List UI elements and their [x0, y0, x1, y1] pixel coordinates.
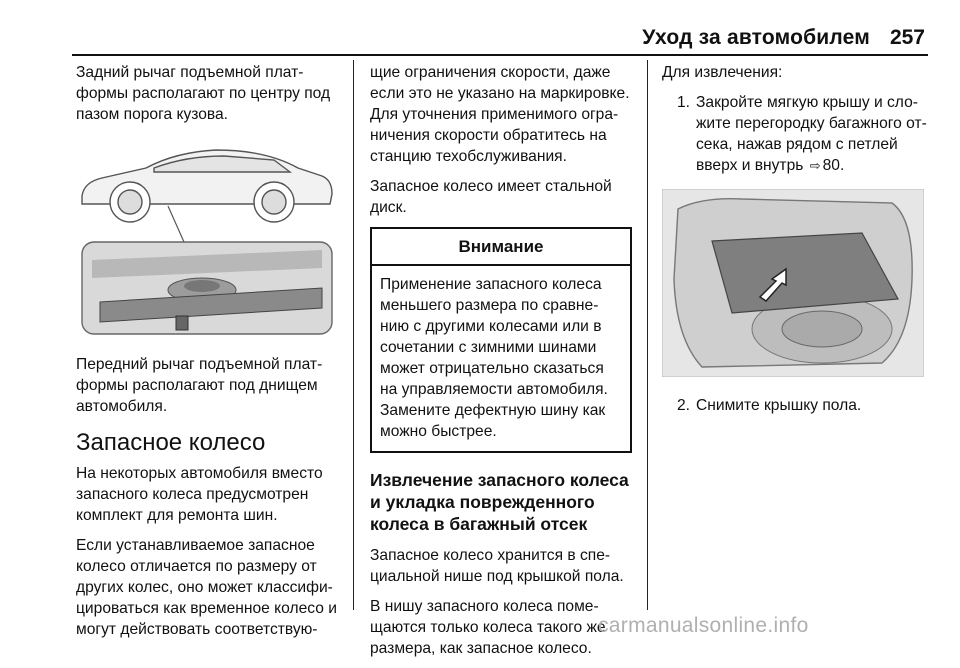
step-text: Закройте мягкую крышу и сложите перегородку багажного отсека, нажав рядом с петлей вверх и внутрь ⇨ 80.	[696, 94, 927, 174]
paragraph: щие ограничения скорости, даже если это не указано на маркировке. Для уточнения применимого ограничения скорости обратитесь на станцию техобслуживания.	[370, 64, 630, 165]
column-3	[662, 62, 930, 425]
page-number: 257	[889, 26, 925, 49]
instruction-steps	[662, 395, 930, 416]
warning-notice	[370, 227, 632, 453]
list-item	[662, 395, 930, 416]
car-silhouette-image	[82, 150, 332, 222]
instruction-steps	[662, 92, 930, 176]
column-divider	[647, 60, 648, 610]
notice-body: Применение запасного колеса меньшего размера по сравнению с другими колесами или в сочетании с зимними шинами может отрицательно сказаться на управляемости автомобиля. Замените дефектную шину как можно быстрее.	[380, 276, 608, 440]
running-header-title: Уход за автомобилем	[642, 26, 870, 49]
step-text: Снимите крышку пола.	[696, 397, 862, 414]
paragraph: Запасное колесо имеет стальной диск.	[370, 178, 612, 216]
watermark: carmanualsonline.info	[598, 614, 809, 637]
notice-title: Внимание	[372, 229, 630, 266]
paragraph: Для извлечения:	[662, 64, 783, 81]
paragraph: В нишу запасного колеса помещаются только колеса такого же размера, как запасное колесо.	[370, 598, 606, 657]
paragraph: Задний рычаг подъемной платформы располагают по центру под пазом порога кузова.	[76, 64, 331, 123]
page-reference-icon: ⇨	[809, 158, 821, 173]
list-item	[662, 92, 930, 176]
column-divider	[353, 60, 354, 610]
step-number: 1.	[676, 94, 690, 111]
column-2	[370, 62, 632, 668]
section-heading: Запасное колесо	[76, 429, 266, 456]
page-reference[interactable]: 80.	[822, 157, 845, 174]
paragraph: Если устанавливаемое запасное колесо отличается по размеру от других колес, оно может классифицироваться как временное колесо и могут действовать соответствую-	[76, 537, 337, 638]
subsection-heading: Извлечение запасного колеса и укладка поврежденного колеса в багажный отсек	[370, 470, 629, 534]
paragraph: На некоторых автомобиля вместо запасного колеса предусмотрен комплект для ремонта шин.	[76, 465, 323, 524]
trunk-floor-illustration	[662, 189, 924, 377]
column-1	[76, 62, 338, 649]
lift-point-illustration	[76, 138, 338, 336]
paragraph: Запасное колесо хранится в специальной нише под крышкой пола.	[370, 547, 624, 585]
step-number: 2.	[676, 397, 690, 414]
header-rule	[72, 54, 928, 56]
paragraph: Передний рычаг подъемной платформы располагают под днищем автомобиля.	[76, 356, 323, 415]
